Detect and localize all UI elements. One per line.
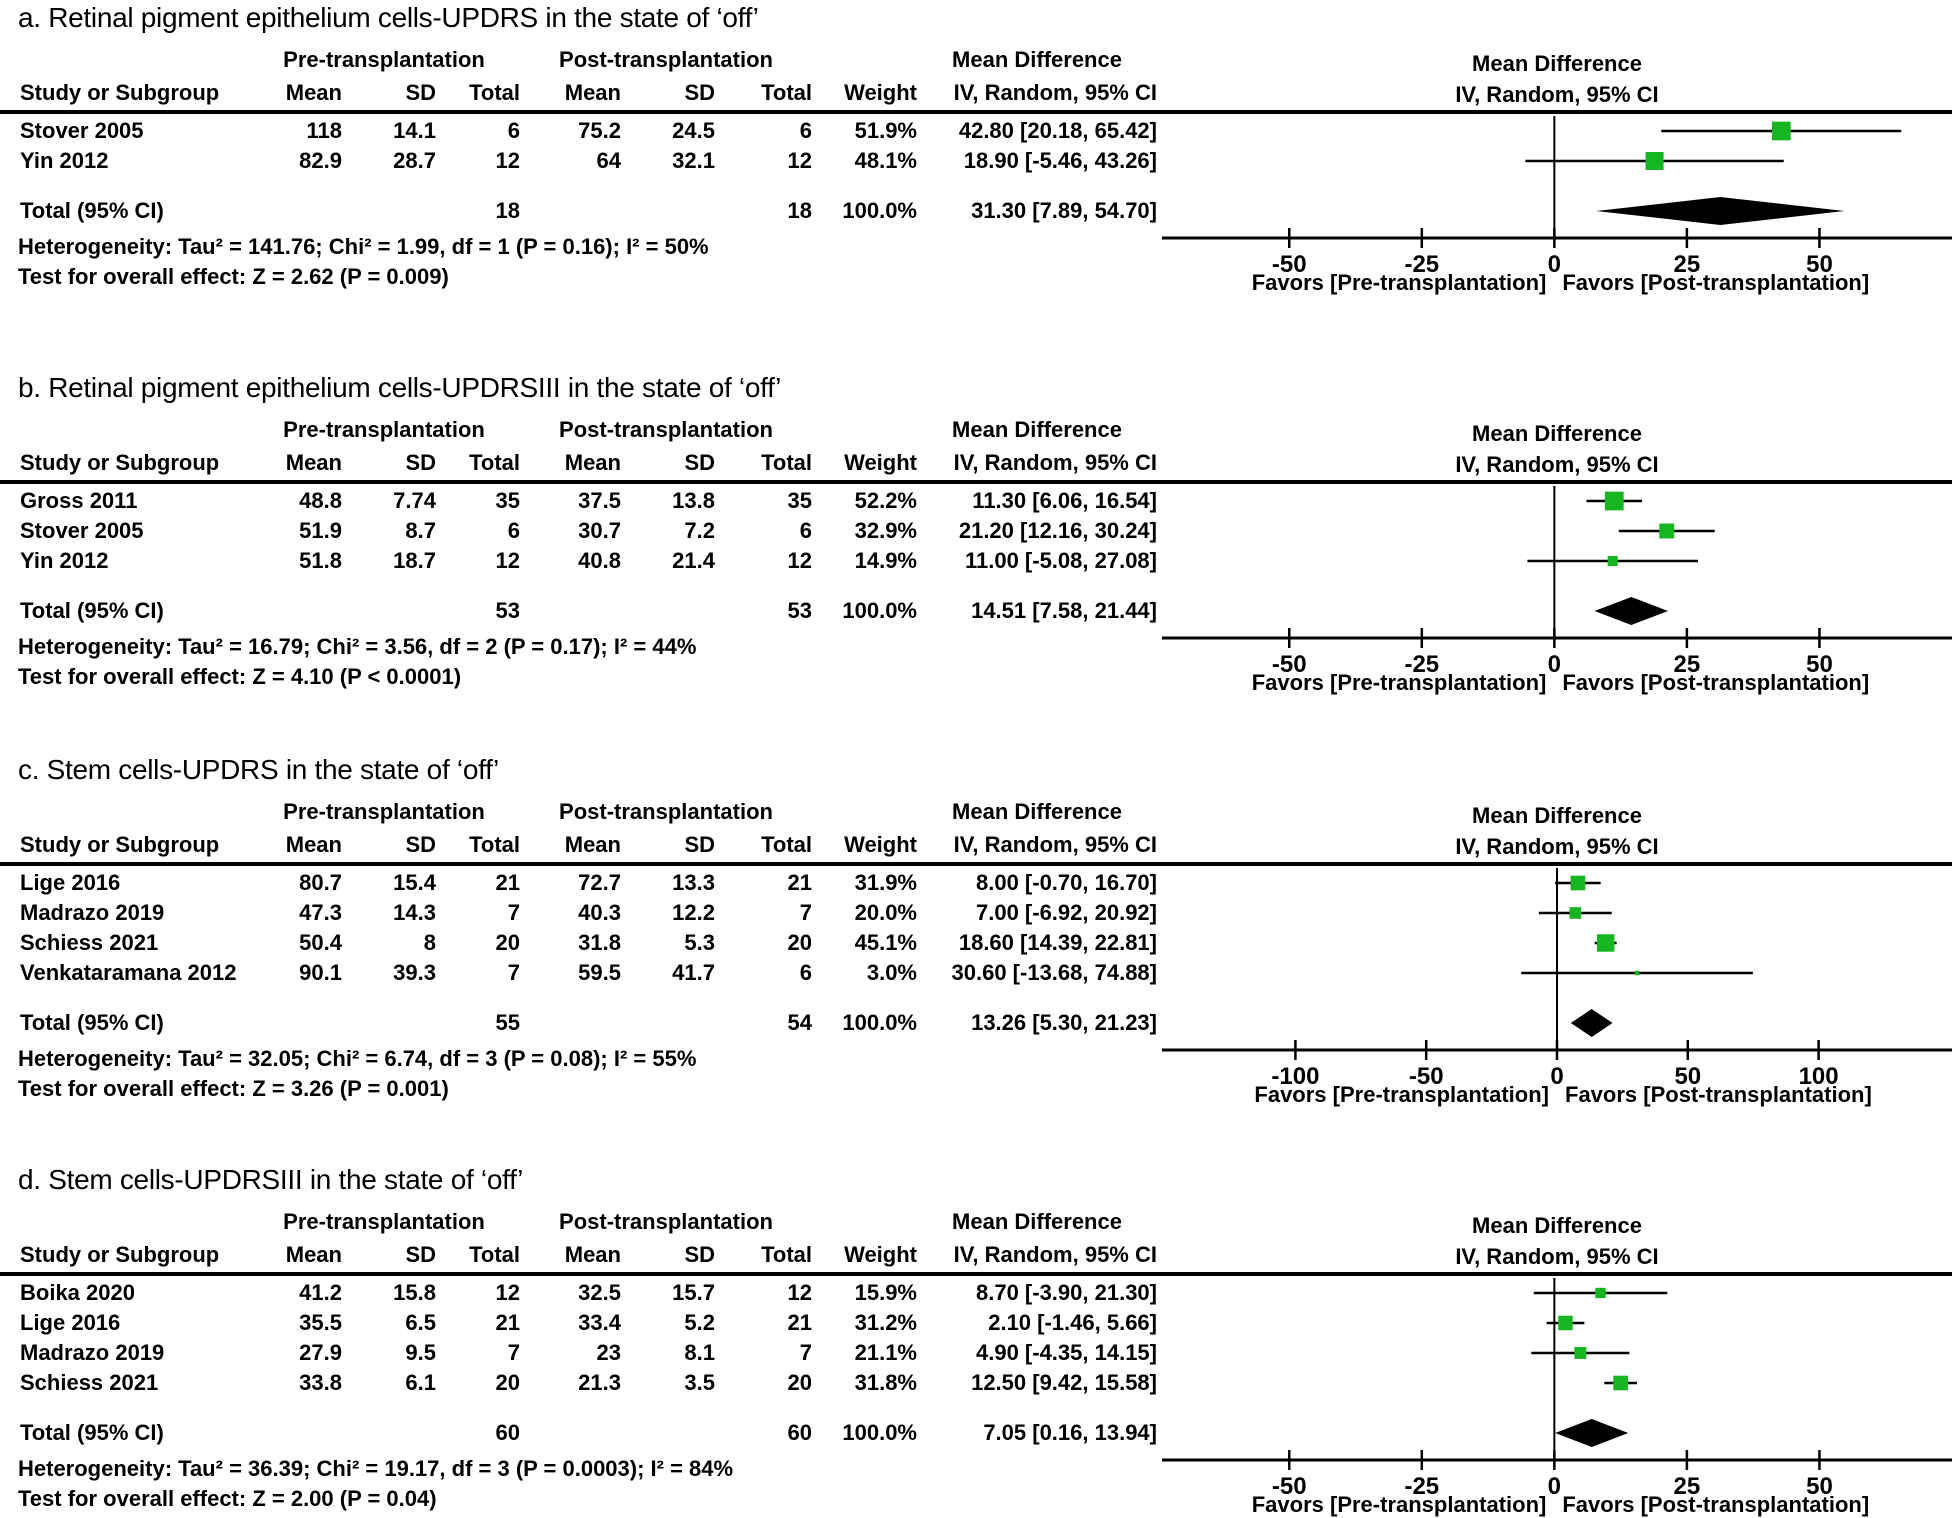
study-row-cell: 35.5 <box>299 1310 342 1335</box>
table-column-header-row-cell: SD <box>405 450 436 475</box>
study-row-cell: 9.5 <box>405 1340 436 1365</box>
total-row-cell: Total (95% CI) <box>20 1010 164 1035</box>
study-row-cell: 42.80 [20.18, 65.42] <box>958 118 1157 143</box>
total-row-cell <box>621 196 715 226</box>
study-row-cell: Gross 2011 <box>20 488 138 513</box>
total-row-cell: 13.26 [5.30, 21.23] <box>971 1010 1157 1035</box>
axis-tick-label: 50 <box>1806 1473 1833 1500</box>
plot-header-line1: Mean Difference <box>1472 421 1642 446</box>
total-row-cell: 53 <box>495 598 520 623</box>
study-row-cell: 21.3 <box>578 1370 621 1395</box>
table-column-header-row-cell: IV, Random, 95% CI <box>953 450 1157 475</box>
total-row-cell <box>342 1418 436 1448</box>
axis-tick-label: 25 <box>1673 251 1701 278</box>
study-row-cell: 6 <box>507 518 520 543</box>
table-column-header-row-cell: Study or Subgroup <box>20 832 220 857</box>
table-column-header-row-cell: Mean <box>564 450 621 475</box>
pooled-diamond <box>1571 1009 1613 1037</box>
total-row-cell: 100.0% <box>842 198 917 223</box>
study-row-cell: 80.7 <box>299 870 342 895</box>
effect-square <box>1659 524 1674 539</box>
study-row-cell: 15.8 <box>393 1280 436 1305</box>
total-row-cell <box>621 1418 715 1448</box>
study-row-cell: 31.9% <box>854 870 917 895</box>
study-row-cell: 6.1 <box>405 1370 436 1395</box>
table-column-header-row-cell: Mean <box>285 80 342 105</box>
study-row-cell: 12 <box>495 1280 520 1305</box>
study-row-cell: 12 <box>495 148 520 173</box>
header-rule <box>0 862 1952 866</box>
panel-title: b. Retinal pigment epithelium cells-UPDRSIII in the state of ‘off’ <box>18 372 781 403</box>
study-row-cell: 5.2 <box>684 1310 715 1335</box>
forest-plot-svg <box>1162 1278 1956 1518</box>
header-rule <box>0 480 1952 484</box>
study-row <box>20 958 1157 988</box>
axis-tick-label: 0 <box>1550 1063 1564 1090</box>
axis-tick-label: -25 <box>1404 251 1440 278</box>
table-column-header-row-cell: Total <box>761 1242 812 1267</box>
plot-header <box>1162 1210 1952 1272</box>
table-column-header-row-cell: SD <box>405 832 436 857</box>
study-row-cell: 18.60 [14.39, 22.81] <box>958 930 1157 955</box>
axis-tick-label: 50 <box>1806 251 1833 278</box>
overall-effect-text: Test for overall effect: Z = 2.62 (P = 0.009) <box>18 264 449 289</box>
total-row-cell <box>621 1008 715 1038</box>
group-header-mean-difference: Mean Difference <box>952 799 1122 824</box>
study-row-cell: 7.2 <box>684 518 715 543</box>
total-row-cell <box>342 196 436 226</box>
panel-title: a. Retinal pigment epithelium cells-UPDRS in the state of ‘off’ <box>18 2 759 33</box>
study-row-cell: 5.3 <box>684 930 715 955</box>
study-row-cell: 72.7 <box>578 870 621 895</box>
study-row-cell: 6 <box>799 118 812 143</box>
plot-header-line1: Mean Difference <box>1472 803 1642 828</box>
study-row <box>20 146 1157 176</box>
total-row-cell: 60 <box>495 1420 520 1445</box>
plot-header-line2: IV, Random, 95% CI <box>1455 1244 1659 1269</box>
effect-square <box>1597 934 1614 951</box>
favors-right-label: Favors [Post-transplantation] <box>1565 1082 1872 1107</box>
table-column-header-row-cell: SD <box>405 1242 436 1267</box>
axis-tick-label: 25 <box>1673 651 1701 678</box>
total-row-cell <box>280 596 342 626</box>
plot-header <box>1162 418 1952 480</box>
header-rule <box>0 1272 1952 1276</box>
study-row-cell: 8 <box>423 930 436 955</box>
total-row-cell <box>280 196 342 226</box>
study-row-cell: 48.1% <box>854 148 917 173</box>
overall-effect-text: Test for overall effect: Z = 4.10 (P < 0.0001) <box>18 664 462 689</box>
study-row-cell: 21 <box>495 1310 520 1335</box>
study-row-cell: 12 <box>787 1280 812 1305</box>
total-row-cell <box>280 1008 342 1038</box>
forest-plot-svg <box>1162 868 1956 1108</box>
study-row-cell: 30.60 [-13.68, 74.88] <box>951 960 1157 985</box>
effect-square <box>1574 1347 1586 1359</box>
study-row-cell: 40.8 <box>578 548 621 573</box>
study-row-cell: 15.7 <box>672 1280 715 1305</box>
study-row <box>20 516 1157 546</box>
study-row-cell: 8.70 [-3.90, 21.30] <box>975 1280 1157 1305</box>
effect-square <box>1646 152 1664 170</box>
table-column-header-row-cell: SD <box>684 1242 715 1267</box>
study-row-cell: 12 <box>495 548 520 573</box>
study-row-cell: 18.7 <box>393 548 436 573</box>
axis-tick-label: -100 <box>1271 1063 1320 1090</box>
study-row-cell: 64 <box>596 148 621 173</box>
study-row <box>20 1338 1157 1368</box>
table-column-header-row <box>20 78 1157 108</box>
table-column-header-row-cell: SD <box>405 80 436 105</box>
study-row-cell: 32.9% <box>854 518 917 543</box>
total-row <box>20 1008 1157 1038</box>
favors-left-label: Favors [Pre-transplantation] <box>1251 270 1547 295</box>
table-column-header-row <box>20 1240 1157 1270</box>
total-row-cell <box>342 596 436 626</box>
effect-square <box>1605 492 1624 511</box>
group-header-pre: Pre-transplantation <box>283 799 485 824</box>
study-row-cell: 8.00 [-0.70, 16.70] <box>975 870 1157 895</box>
total-row-cell: 53 <box>787 598 812 623</box>
group-header-pre: Pre-transplantation <box>283 1209 485 1234</box>
axis-tick-label: 50 <box>1806 651 1833 678</box>
overall-effect-text: Test for overall effect: Z = 3.26 (P = 0.001) <box>18 1076 449 1101</box>
study-row-cell: 40.3 <box>578 900 621 925</box>
study-row-cell: Stover 2005 <box>20 518 144 543</box>
study-row-cell: 7 <box>799 900 812 925</box>
study-row-cell: 51.9% <box>854 118 917 143</box>
group-header-post: Post-transplantation <box>559 799 773 824</box>
study-row-cell: 41.7 <box>672 960 715 985</box>
effect-square <box>1635 971 1640 976</box>
table-column-header-row-cell: Total <box>761 450 812 475</box>
overall-effect-text: Test for overall effect: Z = 2.00 (P = 0.04) <box>18 1486 437 1511</box>
study-row-cell: 21 <box>495 870 520 895</box>
axis-tick-label: 0 <box>1547 651 1562 678</box>
effect-square <box>1571 876 1586 891</box>
study-row-cell: Schiess 2021 <box>20 1370 159 1395</box>
table-column-header-row-cell: IV, Random, 95% CI <box>953 1242 1157 1267</box>
table-column-header-row-cell: SD <box>684 450 715 475</box>
table-column-header-row <box>20 448 1157 478</box>
axis-tick-label: -25 <box>1404 1473 1440 1500</box>
effect-square <box>1595 1288 1605 1298</box>
study-row-cell: 20.0% <box>854 900 917 925</box>
study-row-cell: 30.7 <box>578 518 621 543</box>
axis-tick-label: 25 <box>1673 1473 1701 1500</box>
study-row-cell: 31.8% <box>854 1370 917 1395</box>
plot-header <box>1162 48 1952 110</box>
study-row-cell: 33.8 <box>299 1370 342 1395</box>
table-column-header-row-cell: Mean <box>564 1242 621 1267</box>
total-row <box>20 596 1157 626</box>
study-row-cell: Yin 2012 <box>20 548 109 573</box>
study-row-cell: 21.1% <box>854 1340 917 1365</box>
favors-left-label: Favors [Pre-transplantation] <box>1254 1082 1549 1107</box>
axis-tick-label: -50 <box>1271 651 1307 678</box>
study-row-cell: 6 <box>507 118 520 143</box>
effect-square <box>1569 907 1581 919</box>
study-row-cell: 82.9 <box>299 148 342 173</box>
study-row-cell: 8.1 <box>684 1340 715 1365</box>
total-row-cell: 100.0% <box>842 598 917 623</box>
table-column-header-row-cell: Total <box>469 450 520 475</box>
header-rule <box>0 110 1952 114</box>
table-column-header-row-cell: SD <box>684 832 715 857</box>
effect-square <box>1608 556 1618 566</box>
table-column-header-row-cell: Weight <box>844 450 917 475</box>
axis-tick-label: -25 <box>1404 651 1440 678</box>
table-column-header-row-cell: Weight <box>844 832 917 857</box>
study-row-cell: 13.8 <box>672 488 715 513</box>
study-row-cell: 3.5 <box>684 1370 715 1395</box>
table-column-header-row-cell: Mean <box>285 832 342 857</box>
study-row-cell: 7 <box>507 900 520 925</box>
study-row-cell: Lige 2016 <box>20 1310 121 1335</box>
study-row-cell: 21.4 <box>672 548 715 573</box>
study-row <box>20 928 1157 958</box>
study-row-cell: 90.1 <box>299 960 342 985</box>
table-column-header-row-cell: Mean <box>285 450 342 475</box>
study-row-cell: 31.2% <box>854 1310 917 1335</box>
study-row-cell: 48.8 <box>299 488 342 513</box>
total-row-cell <box>520 1418 621 1448</box>
study-row-cell: 14.3 <box>393 900 436 925</box>
table-column-header-row <box>20 830 1157 860</box>
study-row-cell: 7.00 [-6.92, 20.92] <box>975 900 1157 925</box>
study-row-cell: 7 <box>507 960 520 985</box>
total-row-cell: 54 <box>787 1010 812 1035</box>
study-row-cell: 7.74 <box>393 488 436 513</box>
table-column-header-row-cell: IV, Random, 95% CI <box>953 832 1157 857</box>
study-row-cell: 14.9% <box>854 548 917 573</box>
study-row-cell: 27.9 <box>299 1340 342 1365</box>
study-row-cell: 8.7 <box>405 518 436 543</box>
axis-tick-label: 100 <box>1798 1063 1839 1090</box>
study-row-cell: 47.3 <box>299 900 342 925</box>
study-row-cell: 21.20 [12.16, 30.24] <box>958 518 1157 543</box>
study-row-cell: 7 <box>507 1340 520 1365</box>
favors-right-label: Favors [Post-transplantation] <box>1562 670 1870 695</box>
table-column-header-row-cell: Mean <box>564 832 621 857</box>
study-row-cell: 13.3 <box>672 870 715 895</box>
group-header-post: Post-transplantation <box>559 1209 773 1234</box>
study-row <box>20 486 1157 516</box>
study-row-cell: 6 <box>799 960 812 985</box>
study-row-cell: 52.2% <box>854 488 917 513</box>
study-row-cell: 59.5 <box>578 960 621 985</box>
table-column-header-row-cell: Study or Subgroup <box>20 450 220 475</box>
study-row-cell: 4.90 [-4.35, 14.15] <box>975 1340 1157 1365</box>
study-row-cell: 35 <box>787 488 812 513</box>
study-row-cell: 15.9% <box>854 1280 917 1305</box>
study-row <box>20 868 1157 898</box>
study-row-cell: 6 <box>799 518 812 543</box>
study-row <box>20 1278 1157 1308</box>
study-row-cell: 75.2 <box>578 118 621 143</box>
group-header-pre: Pre-transplantation <box>283 47 485 72</box>
plot-header <box>1162 800 1952 862</box>
study-row-cell: 11.00 [-5.08, 27.08] <box>964 548 1157 573</box>
table-column-header-row-cell: Mean <box>564 80 621 105</box>
study-row-cell: 24.5 <box>672 118 715 143</box>
table-column-header-row-cell: Total <box>761 80 812 105</box>
total-row-cell: 55 <box>495 1010 520 1035</box>
study-row-cell: 23 <box>596 1340 621 1365</box>
study-row-cell: 12 <box>787 548 812 573</box>
study-row-cell: 32.5 <box>578 1280 621 1305</box>
study-row <box>20 546 1157 576</box>
table-column-header-row-cell: SD <box>684 80 715 105</box>
study-row-cell: Boika 2020 <box>20 1280 135 1305</box>
study-row-cell: 6.5 <box>405 1310 436 1335</box>
pooled-diamond <box>1595 597 1668 625</box>
study-row-cell: 21 <box>787 870 812 895</box>
study-row-cell: 39.3 <box>393 960 436 985</box>
study-row-cell: 118 <box>306 118 342 143</box>
table-column-header-row-cell: Study or Subgroup <box>20 80 220 105</box>
study-row-cell: 20 <box>495 930 520 955</box>
table-column-header-row-cell: Total <box>469 1242 520 1267</box>
heterogeneity-text: Heterogeneity: Tau² = 32.05; Chi² = 6.74, df = 3 (P = 0.08); I² = 55% <box>18 1046 697 1071</box>
pooled-diamond <box>1596 197 1844 225</box>
plot-header-line2: IV, Random, 95% CI <box>1455 82 1659 107</box>
study-row-cell: 41.2 <box>299 1280 342 1305</box>
heterogeneity-text: Heterogeneity: Tau² = 16.79; Chi² = 3.56, df = 2 (P = 0.17); I² = 44% <box>18 634 697 659</box>
study-row-cell: 20 <box>787 930 812 955</box>
panel-title: c. Stem cells-UPDRS in the state of ‘off’ <box>18 754 499 785</box>
study-row-cell: Stover 2005 <box>20 118 144 143</box>
pooled-diamond <box>1555 1419 1628 1447</box>
total-row-cell <box>520 596 621 626</box>
group-header-mean-difference: Mean Difference <box>952 1209 1122 1234</box>
total-row-cell: 7.05 [0.16, 13.94] <box>983 1420 1157 1445</box>
table-column-header-row-cell: Mean <box>285 1242 342 1267</box>
total-row-cell <box>621 596 715 626</box>
study-row <box>20 116 1157 146</box>
study-row-cell: Madrazo 2019 <box>20 900 165 925</box>
study-row-cell: 21 <box>787 1310 812 1335</box>
total-row-cell: 60 <box>787 1420 812 1445</box>
axis-tick-label: -50 <box>1408 1063 1444 1090</box>
group-header-pre: Pre-transplantation <box>283 417 485 442</box>
total-row-cell <box>520 196 621 226</box>
favors-right-label: Favors [Post-transplantation] <box>1562 1492 1870 1517</box>
effect-square <box>1558 1316 1573 1331</box>
heterogeneity-text: Heterogeneity: Tau² = 36.39; Chi² = 19.17, df = 3 (P = 0.0003); I² = 84% <box>18 1456 734 1481</box>
study-row-cell: 7 <box>799 1340 812 1365</box>
study-row-cell: 31.8 <box>578 930 621 955</box>
study-row-cell: 3.0% <box>866 960 917 985</box>
study-row-cell: 51.9 <box>299 518 342 543</box>
study-row-cell: 32.1 <box>672 148 715 173</box>
effect-square <box>1613 1376 1628 1391</box>
study-row <box>20 1368 1157 1398</box>
table-column-header-row-cell: IV, Random, 95% CI <box>953 80 1157 105</box>
study-row-cell: Lige 2016 <box>20 870 121 895</box>
group-header-post: Post-transplantation <box>559 47 773 72</box>
forest-plot-svg <box>1162 486 1956 696</box>
favors-left-label: Favors [Pre-transplantation] <box>1251 1492 1547 1517</box>
study-row-cell: 14.1 <box>393 118 436 143</box>
total-row-cell <box>520 1008 621 1038</box>
study-row-cell: 2.10 [-1.46, 5.66] <box>988 1310 1157 1335</box>
table-column-header-row-cell: Weight <box>844 1242 917 1267</box>
axis-tick-label: 0 <box>1547 1473 1562 1500</box>
axis-tick-label: -50 <box>1271 1473 1307 1500</box>
table-column-header-row-cell: Study or Subgroup <box>20 1242 220 1267</box>
study-row-cell: 11.30 [6.06, 16.54] <box>972 488 1157 513</box>
axis-tick-label: 0 <box>1547 251 1562 278</box>
total-row-cell: 14.51 [7.58, 21.44] <box>971 598 1157 623</box>
study-row-cell: 51.8 <box>299 548 342 573</box>
study-row <box>20 1308 1157 1338</box>
total-row <box>20 1418 1157 1448</box>
total-row-cell: 100.0% <box>842 1010 917 1035</box>
study-row-cell: 33.4 <box>578 1310 621 1335</box>
plot-header-line2: IV, Random, 95% CI <box>1455 834 1659 859</box>
table-column-header-row-cell: Weight <box>844 80 917 105</box>
study-row-cell: Madrazo 2019 <box>20 1340 165 1365</box>
study-row-cell: 15.4 <box>393 870 436 895</box>
study-row-cell: 20 <box>787 1370 812 1395</box>
study-row-cell: Schiess 2021 <box>20 930 159 955</box>
study-row <box>20 898 1157 928</box>
study-row-cell: 12.50 [9.42, 15.58] <box>971 1370 1157 1395</box>
study-row-cell: 20 <box>495 1370 520 1395</box>
total-row-cell: Total (95% CI) <box>20 198 164 223</box>
study-row-cell: 45.1% <box>854 930 917 955</box>
total-row-cell <box>342 1008 436 1038</box>
study-row-cell: 50.4 <box>299 930 342 955</box>
study-row-cell: 18.90 [-5.46, 43.26] <box>963 148 1157 173</box>
group-header-mean-difference: Mean Difference <box>952 417 1122 442</box>
heterogeneity-text: Heterogeneity: Tau² = 141.76; Chi² = 1.99, df = 1 (P = 0.16); I² = 50% <box>18 234 709 259</box>
study-row-cell: 28.7 <box>393 148 436 173</box>
total-row-cell <box>280 1418 342 1448</box>
total-row-cell: Total (95% CI) <box>20 1420 164 1445</box>
group-header-mean-difference: Mean Difference <box>952 47 1122 72</box>
forest-plot-svg <box>1162 116 1956 296</box>
study-row-cell: 12.2 <box>672 900 715 925</box>
table-column-header-row-cell: Total <box>469 832 520 857</box>
axis-tick-label: 50 <box>1674 1063 1702 1090</box>
favors-right-label: Favors [Post-transplantation] <box>1562 270 1870 295</box>
effect-square <box>1772 122 1791 141</box>
panel-title: d. Stem cells-UPDRSIII in the state of ‘off’ <box>18 1164 523 1195</box>
total-row <box>20 196 1157 226</box>
plot-header-line2: IV, Random, 95% CI <box>1455 452 1659 477</box>
study-row-cell: 12 <box>787 148 812 173</box>
total-row-cell: 100.0% <box>842 1420 917 1445</box>
plot-header-line1: Mean Difference <box>1472 1213 1642 1238</box>
total-row-cell: Total (95% CI) <box>20 598 164 623</box>
table-column-header-row-cell: Total <box>469 80 520 105</box>
study-row-cell: 37.5 <box>578 488 621 513</box>
study-row-cell: Venkataramana 2012 <box>20 960 237 985</box>
total-row-cell: 18 <box>787 198 812 223</box>
total-row-cell: 18 <box>495 198 520 223</box>
favors-left-label: Favors [Pre-transplantation] <box>1251 670 1547 695</box>
total-row-cell: 31.30 [7.89, 54.70] <box>971 198 1157 223</box>
group-header-post: Post-transplantation <box>559 417 773 442</box>
study-row-cell: 35 <box>495 488 520 513</box>
axis-tick-label: -50 <box>1271 251 1307 278</box>
plot-header-line1: Mean Difference <box>1472 51 1642 76</box>
study-row-cell: Yin 2012 <box>20 148 109 173</box>
table-column-header-row-cell: Total <box>761 832 812 857</box>
